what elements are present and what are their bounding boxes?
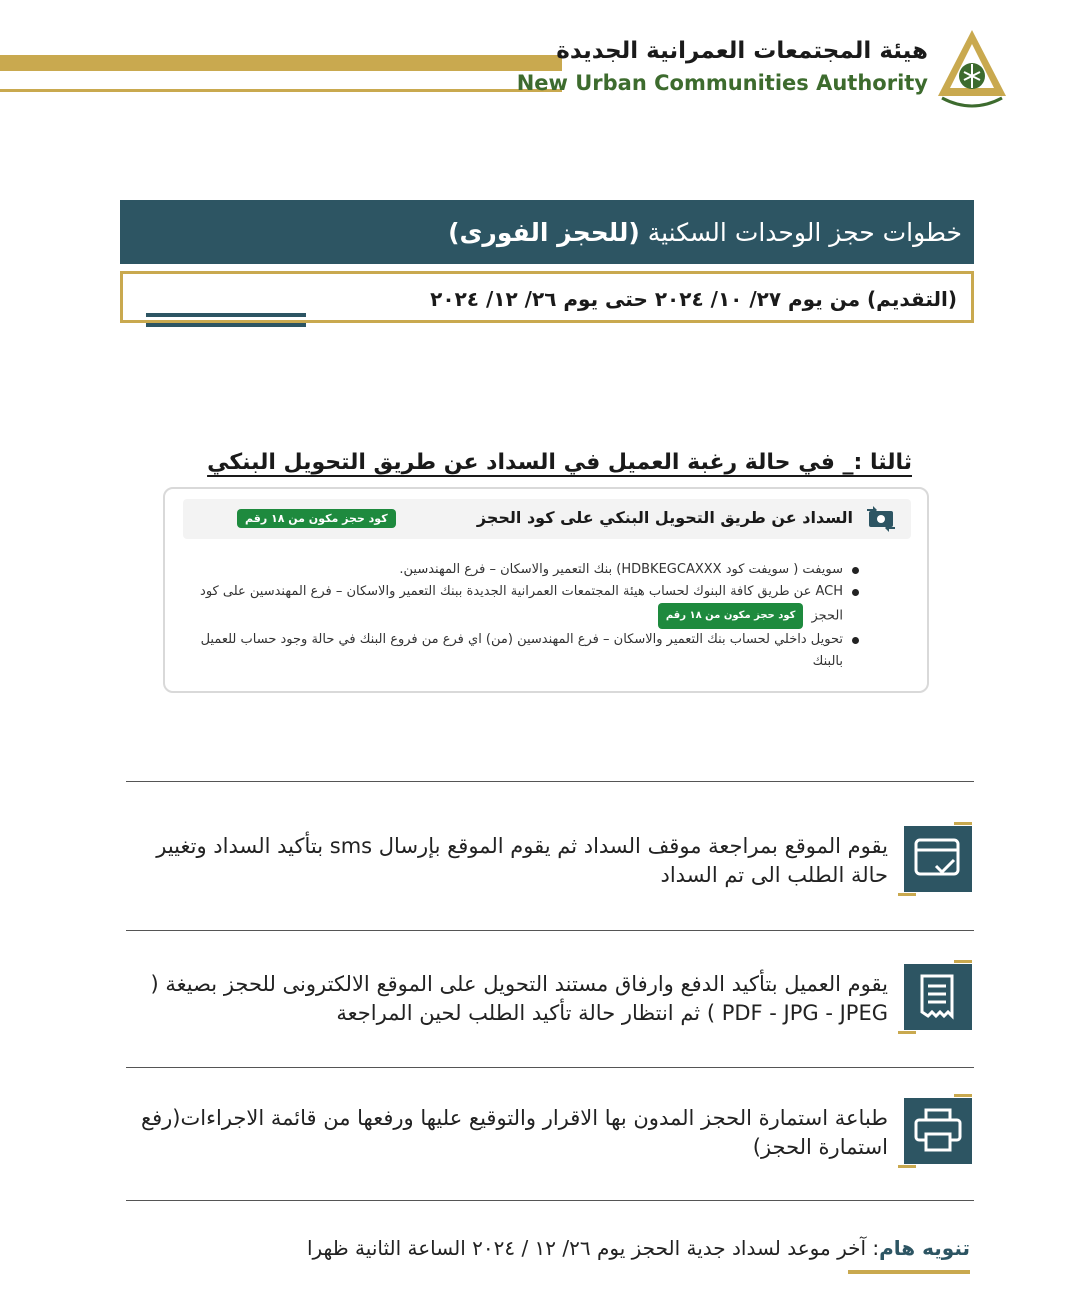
list-item xyxy=(189,559,859,581)
important-note-underline xyxy=(848,1270,970,1274)
section-divider xyxy=(126,1200,974,1201)
internal-transfer-text: تحويل داخلي لحساب بنك التعمير والاسكان – فرع المهندسين (من) اي فرع من فروع البنك في حالة وجود حساب للعميل بالبنك xyxy=(200,632,843,669)
swift-method-text: سويفت ( سويفت كود HDBKEGCAXXX) بنك التعمير والاسكان – فرع المهندسين. xyxy=(399,562,843,577)
booking-code-badge: كود حجز مكون من ١٨ رقم xyxy=(658,603,804,629)
step-icon-box xyxy=(898,822,972,896)
booking-code-badge: كود حجز مكون من ١٨ رقم xyxy=(237,509,396,528)
header-gold-line xyxy=(0,89,562,92)
section-divider xyxy=(126,1067,974,1068)
nuca-logo-icon xyxy=(932,26,1012,110)
money-transfer-icon xyxy=(865,505,897,533)
payment-check-icon xyxy=(912,834,964,884)
printer-icon xyxy=(912,1106,964,1156)
date-underline xyxy=(146,313,306,317)
page-title xyxy=(448,218,962,247)
important-note-text: : آخر موعد لسداد جدية الحجز يوم ٢٦/ ١٢ / ٢٠٢٤ الساعة الثانية ظهرا xyxy=(306,1236,880,1260)
page-title-prefix: خطوات حجز الوحدات السكنية xyxy=(639,218,962,247)
ach-method-text: ACH عن طريق كافة البنوك لحساب هيئة المجتمعات العمرانية الجديدة ببنك التعمير والاسكان – فرع المهندسين على كود الحجز xyxy=(200,584,843,624)
section-divider xyxy=(126,930,974,931)
section-three-heading: ثالثا :_ في حالة رغبة العميل في السداد عن طريق التحويل البنكي xyxy=(207,450,912,475)
important-note-label: تنويه هام xyxy=(879,1236,970,1260)
list-item xyxy=(189,581,859,629)
step-text-payment-review: يقوم الموقع بمراجعة موقف السداد ثم يقوم الموقع بإرسال sms بتأكيد السداد وتغيير حالة الطلب الى تم السداد xyxy=(156,834,888,887)
bank-transfer-card xyxy=(163,487,929,693)
date-underline xyxy=(146,323,306,327)
transfer-methods-list xyxy=(189,559,859,673)
page-title-highlight: (للحجز الفورى) xyxy=(448,218,640,247)
step-icon-box xyxy=(898,960,972,1034)
header-gold-bar xyxy=(0,55,562,71)
header-title-english: New Urban Communities Authority xyxy=(516,71,928,95)
list-item xyxy=(189,629,859,673)
bank-transfer-card-header xyxy=(183,499,911,539)
bank-transfer-card-title: السداد عن طريق التحويل البنكي على كود الحجز xyxy=(476,508,853,527)
header-title-arabic: هيئة المجتمعات العمرانية الجديدة xyxy=(556,38,928,64)
section-divider xyxy=(126,781,974,782)
application-dates: (التقديم) من يوم ٢٧/ ١٠/ ٢٠٢٤ حتى يوم ٢٦/ ١٢/ ٢٠٢٤ xyxy=(430,287,957,311)
step-icon-box xyxy=(898,1094,972,1168)
important-note xyxy=(307,1236,970,1260)
receipt-document-icon xyxy=(912,972,964,1022)
step-text-confirm-payment: يقوم العميل بتأكيد الدفع وارفاق مستند التحويل على الموقع الالكترونى للحجز بصيغة ( PDF - JPG - JPEG ) ثم انتظار حالة تأكيد الطلب لحين المراجعة xyxy=(150,972,888,1025)
title-band xyxy=(120,200,974,264)
step-text-print-form: طباعة استمارة الحجز المدون بها الاقرار والتوقيع عليها ورفعها من قائمة الاجراءات(رفع استمارة الحجز) xyxy=(140,1106,888,1159)
